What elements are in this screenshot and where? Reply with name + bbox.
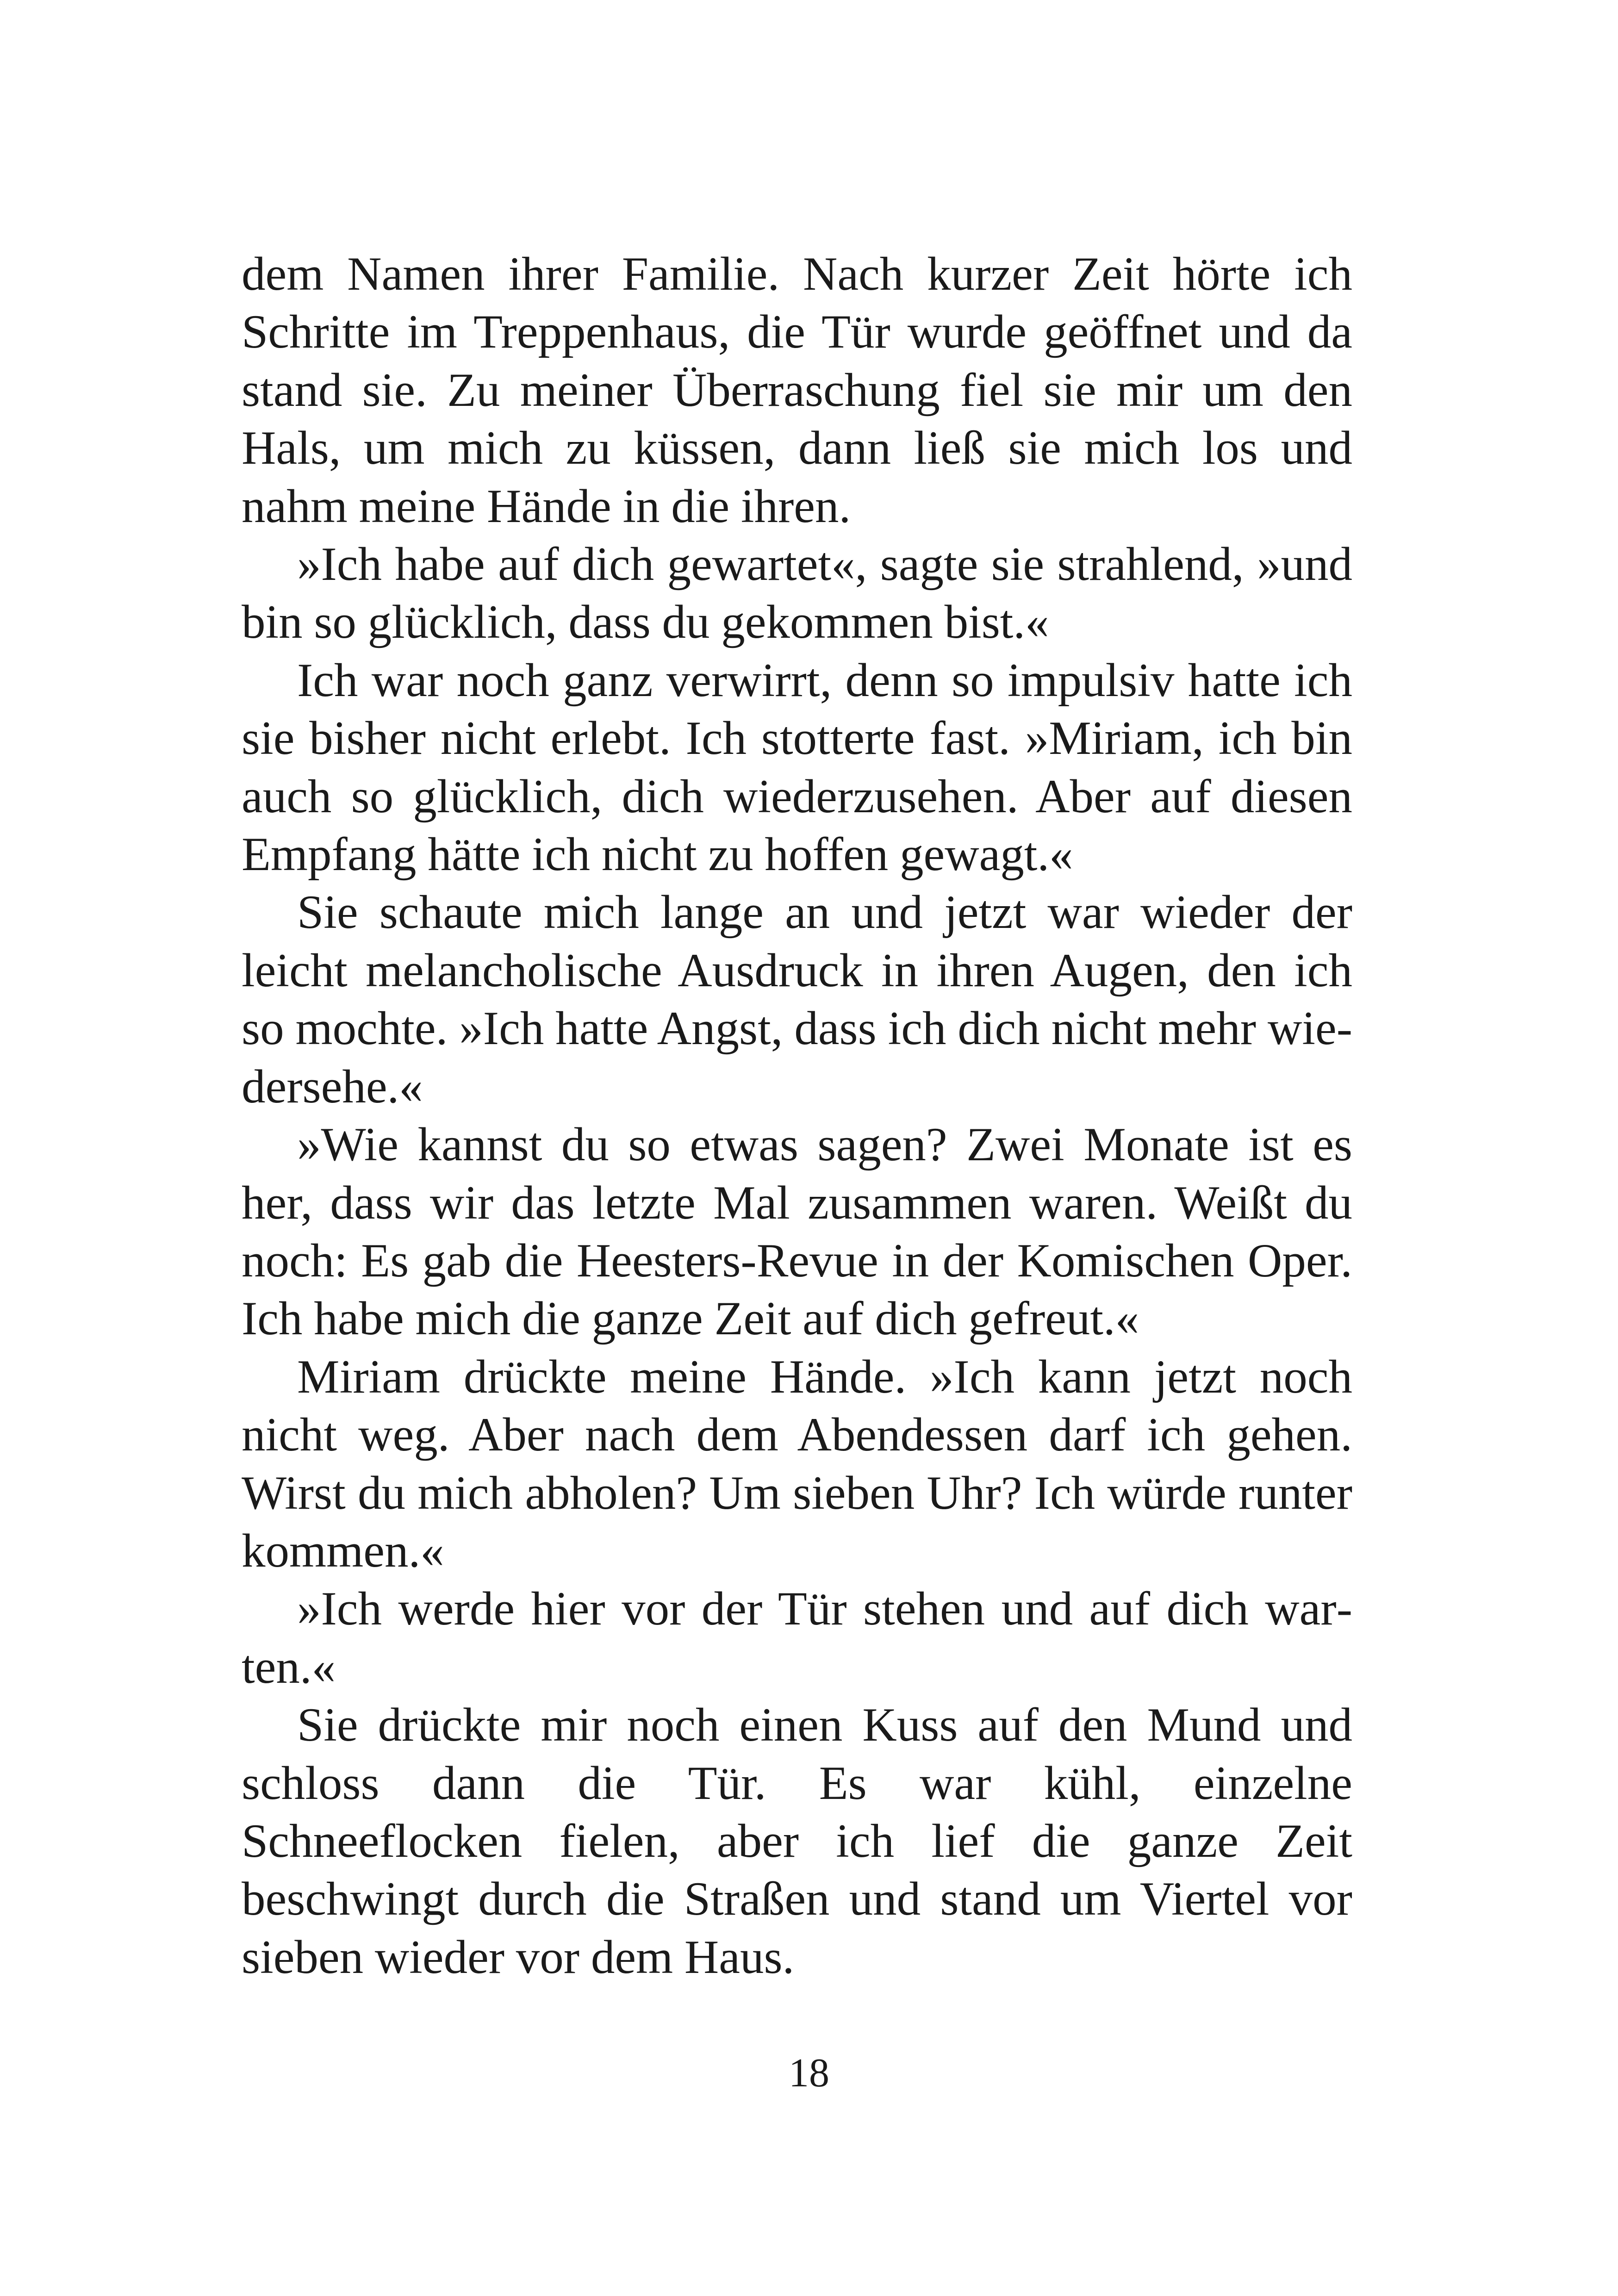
paragraph-1: dem Namen ihrer Familie. Nach kurzer Zeit hörte ich Schritte im Treppenhaus, die Tür wurde geöffnet und da stand sie. Zu meiner Überraschung fiel sie mir um den Hals, um mich zu küssen, dann ließ sie mich los und nahm meine Hände in die ihren. bbox=[242, 248, 1352, 533]
page-number: 18 bbox=[789, 2051, 829, 2096]
paragraph-6: Miriam drückte meine Hände. »Ich kann jetzt noch nicht weg. Aber nach dem Abendessen darf ich gehen. Wirst du mich abholen? Um sieben Uhr? Ich würde runter kommen.« bbox=[242, 1350, 1352, 1577]
paragraph-5: »Wie kannst du so etwas sagen? Zwei Monate ist es her, dass wir das letzte Mal zusammen waren. Weißt du noch: Es gab die Heesters-Revue in der Komischen Oper. Ich habe mich die ganze Zeit auf dich gefreut.« bbox=[242, 1118, 1352, 1345]
page-body-text bbox=[242, 245, 1352, 1986]
paragraph-7: »Ich werde hier vor der Tür stehen und auf dich warten.« bbox=[242, 1582, 1352, 1693]
paragraph-4: Sie schaute mich lange an und jetzt war wieder der leicht melancholische Ausdruck in ihren Augen, den ich so mochte. »Ich hatte Angst, dass ich dich nicht mehr wiedersehe.« bbox=[242, 886, 1352, 1113]
paragraph-8: Sie drückte mir noch einen Kuss auf den Mund und schloss dann die Tür. Es war kühl, einzelne Schneeflocken fielen, aber ich lief die ganze Zeit beschwingt durch die Straßen und stand um Viertel vor sieben wieder vor dem Haus. bbox=[242, 1699, 1352, 1984]
paragraph-3: Ich war noch ganz verwirrt, denn so impulsiv hatte ich sie bisher nicht erlebt. Ich stotterte fast. »Miriam, ich bin auch so glücklich, dich wiederzusehen. Aber auf diesen Empfang hätte ich nicht zu hoffen gewagt.« bbox=[242, 653, 1352, 881]
paragraph-2: »Ich habe auf dich gewartet«, sagte sie strahlend, »und bin so glücklich, dass du gekommen bist.« bbox=[242, 538, 1352, 649]
